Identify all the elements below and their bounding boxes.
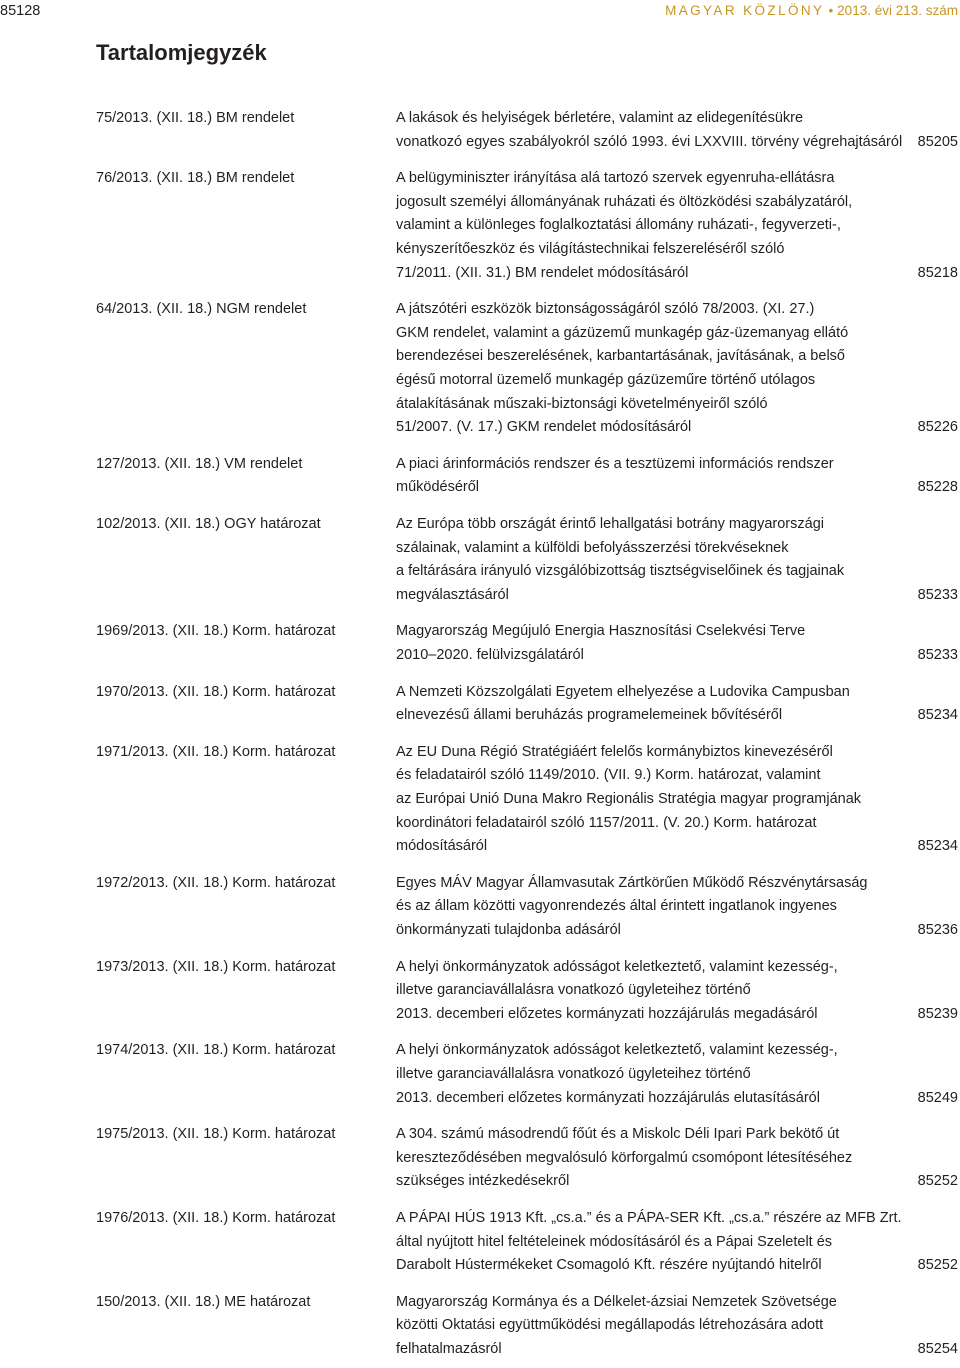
entry-description [396, 681, 904, 728]
toc-entry [96, 741, 958, 859]
description-line: Az Európa több országát érintő lehallgatási botrány magyarországi [396, 516, 824, 532]
toc-entry [96, 453, 958, 500]
entry-reference: 1974/2013. (XII. 18.) Korm. határozat [96, 1042, 336, 1059]
description-line: által nyújtott hitel feltételeinek módosításáról és a Pápai Szeletelt és [396, 1233, 833, 1250]
description-line: valamint a különleges foglalkoztatási állomány ruházati-, fegyverzeti-, [396, 217, 841, 234]
description-line: A piaci árinformációs rendszer és a tesztüzemi információs rendszer [396, 455, 834, 472]
toc-entry [96, 167, 958, 285]
entry-reference: 1972/2013. (XII. 18.) Korm. határozat [96, 874, 336, 891]
description-line: 71/2011. (XII. 31.) BM rendelet módosításáról [396, 264, 689, 281]
entry-description [396, 1207, 904, 1278]
toc-entry [96, 1123, 958, 1194]
entry-page-number: 85234 [917, 707, 958, 724]
entry-reference: 150/2013. (XII. 18.) ME határozat [96, 1293, 311, 1310]
description-line: felhatalmazásról [396, 1340, 502, 1357]
entry-page-number: 85249 [917, 1089, 958, 1106]
entry-reference: 127/2013. (XII. 18.) VM rendelet [96, 455, 303, 472]
page-number: 85128 [0, 3, 41, 19]
entry-page-number: 85233 [917, 646, 958, 663]
entry-reference: 1973/2013. (XII. 18.) Korm. határozat [96, 958, 336, 975]
description-line: A Nemzeti Közszolgálati Egyetem elhelyezése a Ludovika Campusban [396, 683, 850, 700]
entry-page-number: 85205 [917, 133, 958, 150]
entry-reference: 1971/2013. (XII. 18.) Korm. határozat [96, 743, 336, 760]
description-line: A 304. számú másodrendű főút és a Miskolc Déli Ipari Park bekötő út [396, 1126, 840, 1143]
description-line: A PÁPAI HÚS 1913 Kft. „cs.a.” és a PÁPA-SER Kft. „cs.a.” részére az MFB Zrt. [396, 1210, 902, 1226]
entry-description [396, 872, 904, 943]
journal-masthead [665, 3, 958, 18]
description-line: átalakításának műszaki-biztonsági követelményeiről szóló [396, 395, 768, 412]
description-line: A belügyminiszter irányítása alá tartozó szervek egyenruha-ellátásra [396, 170, 835, 187]
description-line: az Európai Unió Duna Makro Regionális Stratégia magyar programjának [396, 790, 862, 807]
entry-page-number: 85252 [917, 1257, 958, 1274]
toc-entry [96, 107, 958, 154]
entry-page-number: 85252 [917, 1173, 958, 1190]
entry-reference: 64/2013. (XII. 18.) NGM rendelet [96, 301, 307, 318]
entry-page-number: 85226 [917, 419, 958, 436]
description-line: és feladatairól szóló 1149/2010. (VII. 9.) Korm. határozat, valamint [396, 767, 821, 784]
entry-reference: 1970/2013. (XII. 18.) Korm. határozat [96, 683, 336, 700]
description-line: közötti Oktatási együttműködési megállapodás létrehozására adott [396, 1317, 824, 1334]
issue-number: 2013. évi 213. szám [837, 3, 958, 18]
entry-description [396, 453, 904, 500]
description-line: GKM rendelet, valamint a gázüzemű munkagép gáz-üzemanyag ellátó [396, 324, 849, 341]
page-header [0, 0, 960, 24]
description-line: Az EU Duna Régió Stratégiáért felelős kormánybiztos kinevezéséről [396, 743, 833, 760]
description-line: működéséről [396, 479, 480, 496]
entry-description [396, 107, 904, 154]
description-line: illetve garanciavállalásra vonatkozó ügyleteihez történő [396, 982, 751, 999]
toc-entry [96, 956, 958, 1027]
entry-page-number: 85236 [917, 921, 958, 938]
description-line: szálainak, valamint a külföldi befolyásszerzési törekvéseknek [396, 539, 789, 556]
description-line: kényszerítőeszköz és világítástechnikai felszereléséről szóló [396, 240, 785, 257]
description-line: A játszótéri eszközök biztonságosságáról szóló 78/2003. (XI. 27.) [396, 301, 815, 318]
entry-description [396, 1039, 904, 1110]
description-line: berendezései beszerelésének, karbantartásának, javításának, a belső [396, 348, 845, 365]
description-line: A lakások és helyiségek bérletére, valamint az elidegenítésükre [396, 110, 804, 126]
description-line: koordinátori feladatairól szóló 1157/2011. (V. 20.) Korm. határozat [396, 814, 817, 831]
description-line: égésű motorral üzemelő munkagép gázüzeműre történő utólagos [396, 371, 816, 388]
description-line: 2013. decemberi előzetes kormányzati hozzájárulás megadásáról [396, 1005, 818, 1022]
toc-entry [96, 1207, 958, 1278]
description-line: vonatkozó egyes szabályokról szóló 1993. évi LXXVIII. törvény végrehajtásáról [396, 133, 903, 150]
entry-page-number: 85218 [917, 264, 958, 281]
description-line: szükséges intézkedésekről [396, 1173, 570, 1190]
entry-description [396, 741, 904, 859]
toc-entry [96, 298, 958, 440]
journal-title: MAGYAR KÖZLÖNY [665, 3, 825, 18]
description-line: kereszteződésében megvalósuló körforgalmú csomópont létesítéséhez [396, 1149, 853, 1166]
entry-description [396, 1291, 904, 1362]
toc-title: Tartalomjegyzék [96, 40, 267, 65]
description-line: megválasztásáról [396, 586, 509, 603]
entry-description [396, 956, 904, 1027]
description-line: Egyes MÁV Magyar Államvasutak Zártkörűen Működő Részvénytársaság [396, 874, 868, 891]
description-line: és az állam közötti vagyonrendezés által érintett ingatlanok ingyenes [396, 898, 837, 915]
description-line: A helyi önkormányzatok adósságot keletkeztető, valamint kezesség-, [396, 1042, 838, 1059]
entry-description [396, 620, 904, 667]
toc-entry [96, 513, 958, 607]
description-line: 2010–2020. felülvizsgálatáról [396, 646, 584, 663]
toc-entry [96, 872, 958, 943]
description-line: elnevezésű állami beruházás programelemeinek bővítéséről [396, 707, 783, 724]
entry-reference: 75/2013. (XII. 18.) BM rendelet [96, 110, 295, 126]
entry-reference: 1976/2013. (XII. 18.) Korm. határozat [96, 1210, 336, 1226]
separator-dot: • [828, 3, 834, 18]
entry-page-number: 85239 [917, 1005, 958, 1022]
entry-reference: 102/2013. (XII. 18.) OGY határozat [96, 516, 321, 532]
toc-entry [96, 681, 958, 728]
description-line: a feltárására irányuló vizsgálóbizottság tisztségviselőinek és tagjainak [396, 563, 845, 580]
entry-page-number: 85254 [917, 1340, 958, 1357]
toc-entry [96, 1291, 958, 1362]
description-line: A helyi önkormányzatok adósságot keletkeztető, valamint kezesség-, [396, 958, 838, 975]
description-line: módosításáról [396, 838, 488, 855]
description-line: önkormányzati tulajdonba adásáról [396, 921, 621, 938]
entry-description [396, 298, 904, 440]
entry-description [396, 1123, 904, 1194]
toc-entry [96, 1039, 958, 1110]
entry-page-number: 85228 [917, 479, 958, 496]
entry-description [396, 513, 904, 607]
entry-page-number: 85234 [917, 838, 958, 855]
entry-description [396, 167, 904, 285]
toc-entry [96, 620, 958, 667]
entry-reference: 1975/2013. (XII. 18.) Korm. határozat [96, 1126, 336, 1143]
description-line: 51/2007. (V. 17.) GKM rendelet módosításáról [396, 419, 692, 436]
entry-page-number: 85233 [917, 586, 958, 603]
description-line: Magyarország Kormánya és a Délkelet-ázsiai Nemzetek Szövetsége [396, 1293, 837, 1310]
description-line: 2013. decemberi előzetes kormányzati hozzájárulás elutasításáról [396, 1089, 820, 1106]
description-line: jogosult személyi állományának ruházati és öltözködési szabályzatáról, [396, 193, 853, 210]
description-line: Magyarország Megújuló Energia Hasznosítási Cselekvési Terve [396, 623, 806, 640]
description-line: illetve garanciavállalásra vonatkozó ügyleteihez történő [396, 1065, 751, 1082]
entry-reference: 1969/2013. (XII. 18.) Korm. határozat [96, 623, 336, 640]
description-line: Darabolt Hústermékeket Csomagoló Kft. részére nyújtandó hitelről [396, 1257, 822, 1274]
entry-reference: 76/2013. (XII. 18.) BM rendelet [96, 170, 295, 187]
